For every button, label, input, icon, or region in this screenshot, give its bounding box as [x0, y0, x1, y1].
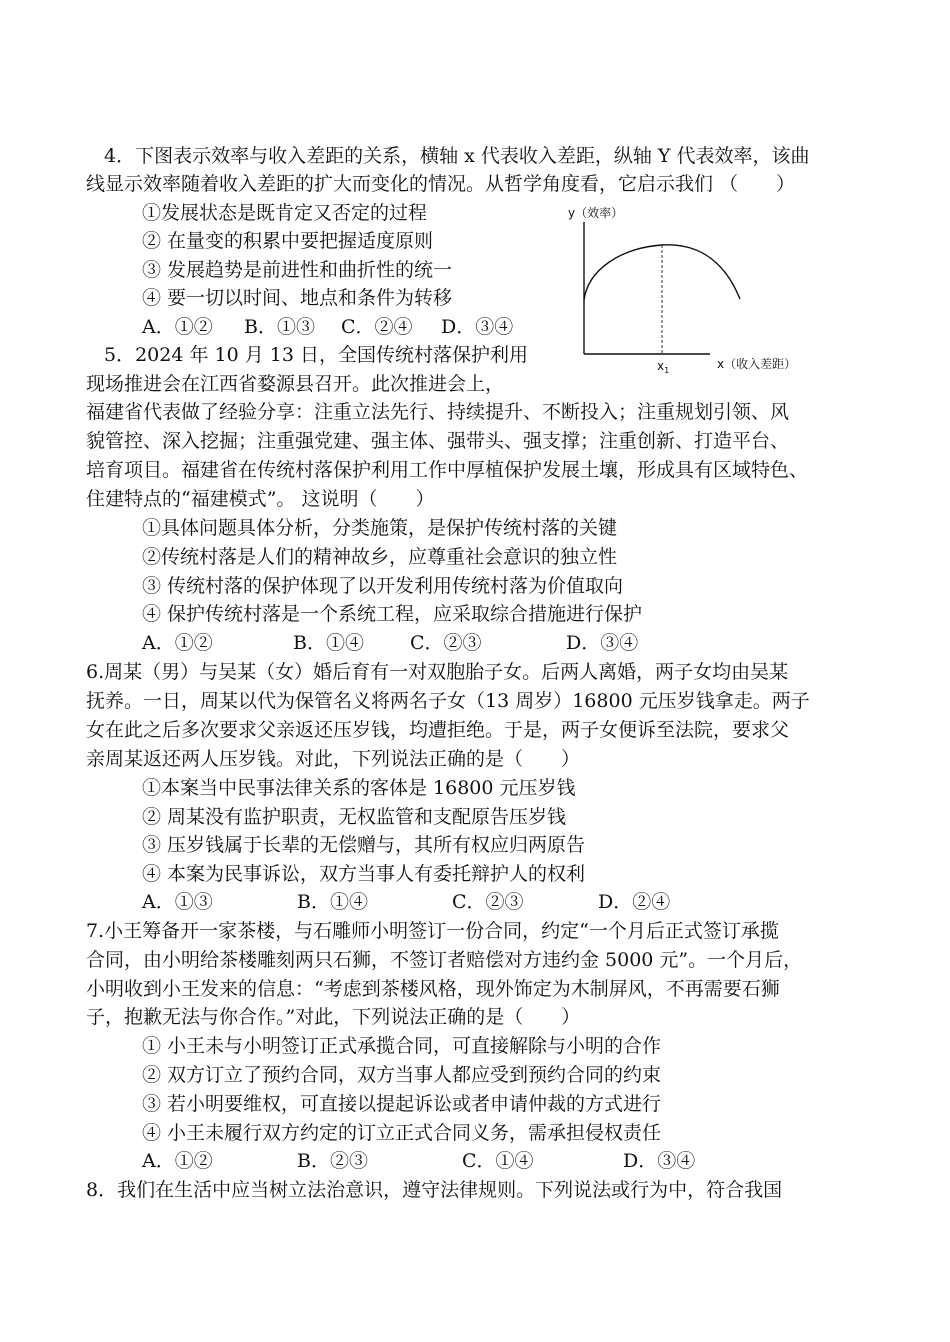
- q6-choice-c: C．②③: [452, 891, 524, 913]
- q8-line-1: 8．我们在生活中应当树立法治意识，遵守法律规则。下列说法或行为中，符合我国: [86, 1179, 783, 1201]
- q5-line-4: 貌管控、深入挖掘；注重强党建、强主体、强带头、强支撑；注重创新、打造平台、: [86, 430, 790, 452]
- q4-choice-d: D．③④: [441, 316, 514, 338]
- q5-option-3: ③ 传统村落的保护体现了以开发利用传统村落为价值取向: [142, 575, 624, 597]
- q7-line-2: 合同，由小明给茶楼雕刻两只石狮，不签订者赔偿对方违约金 5000 元”。一个月后，: [86, 949, 803, 971]
- q7-choice-a: A．①②: [142, 1150, 213, 1172]
- q7-choice-b: B．②③: [297, 1150, 368, 1172]
- q4-option-2: ② 在量变的积累中要把握适度原则: [142, 230, 434, 252]
- q7-option-1: ① 小王未与小明签订正式承揽合同，可直接解除与小明的合作: [142, 1035, 662, 1057]
- q6-option-1: ①本案当中民事法律关系的客体是 16800 元压岁钱: [142, 777, 576, 799]
- q6-option-2: ② 周某没有监护职责，无权监管和支配原告压岁钱: [142, 806, 567, 828]
- q5-line-6: 住建特点的“福建模式”。 这说明（ ）: [86, 488, 435, 510]
- q7-choice-c: C．①④: [462, 1150, 534, 1172]
- q6-option-4: ④ 本案为民事诉讼，双方当事人有委托辩护人的权利: [142, 863, 586, 885]
- graph-y-label: y（效率）: [568, 206, 624, 220]
- q5-choice-d: D．③④: [566, 632, 639, 654]
- q7-option-4: ④ 小王未履行双方约定的订立正式合同义务，需承担侵权责任: [142, 1122, 662, 1144]
- q5-option-2: ②传统村落是人们的精神故乡，应尊重社会意识的独立性: [142, 546, 618, 568]
- graph-x1-subscript: 1: [664, 366, 670, 375]
- q6-line-1: 6.周某（男）与吴某（女）婚后育有一对双胞胎子女。后两人离婚，两子女均由吴某: [86, 661, 789, 683]
- q5-line-1: 5．2024 年 10 月 13 日，全国传统村落保护利用: [104, 344, 528, 366]
- q5-line-2: 现场推进会在江西省婺源县召开。此次推进会上，: [86, 373, 505, 395]
- graph-x-label: x（收入差距）: [717, 357, 797, 371]
- q4-choice-b: B．①③: [244, 316, 315, 338]
- q7-line-3: 小明收到小王发来的信息：“考虑到茶楼风格，现外饰定为木制屏风，不再需要石狮: [86, 978, 780, 1000]
- q7-line-4: 子，抱歉无法与你合作。”对此，下列说法正确的是（ ）: [86, 1006, 581, 1028]
- q4-choice-c: C．②④: [341, 316, 413, 338]
- q6-choice-a: A．①③: [142, 891, 213, 913]
- q4-option-1: ①发展状态是既肯定又否定的过程: [142, 202, 428, 224]
- q4-option-4: ④ 要一切以时间、地点和条件为转移: [142, 287, 453, 309]
- graph-x1-label: $x_1$: [657, 359, 670, 375]
- q7-choice-d: D．③④: [623, 1150, 696, 1172]
- q6-line-4: 亲周某返还两人压岁钱。对此，下列说法正确的是（ ）: [86, 748, 581, 770]
- q6-line-2: 抚养。一日，周某以代为保管名义将两名子女（13 周岁）16800 元压岁钱拿走。两子: [86, 690, 810, 712]
- q5-choice-c: C．②③: [410, 632, 482, 654]
- q5-option-4: ④ 保护传统村落是一个系统工程，应采取综合措施进行保护: [142, 603, 643, 625]
- q4-choice-a: A．①②: [142, 316, 213, 338]
- q7-line-1: 7.小王筹备开一家茶楼，与石雕师小明签订一份合同，约定“一个月后正式签订承揽: [86, 920, 779, 942]
- q6-choice-b: B．①④: [297, 891, 368, 913]
- q6-choice-d: D．②④: [598, 891, 671, 913]
- q4-line-2: 线显示效率随着收入差距的扩大而变化的情况。从哲学角度看，它启示我们 （ ）: [86, 173, 796, 195]
- q7-option-2: ② 双方订立了预约合同，双方当事人都应受到预约合同的约束: [142, 1064, 662, 1086]
- q7-option-3: ③ 若小明要维权，可直接以提起诉讼或者申请仲裁的方式进行: [142, 1093, 662, 1115]
- q5-line-3: 福建省代表做了经验分享：注重立法先行、持续提升、不断投入；注重规划引领、风: [86, 401, 790, 423]
- q5-choice-a: A．①②: [142, 632, 213, 654]
- q4-option-3: ③ 发展趋势是前进性和曲折性的统一: [142, 259, 453, 281]
- q6-line-3: 女在此之后多次要求父亲返还压岁钱，均遭拒绝。于是，两子女便诉至法院，要求父: [86, 719, 790, 741]
- q5-option-1: ①具体问题具体分析，分类施策，是保护传统村落的关键: [142, 517, 618, 539]
- q5-line-5: 培育项目。福建省在传统村落保护利用工作中厚植保护发展土壤，形成具有区域特色、: [86, 459, 809, 481]
- q6-option-3: ③ 压岁钱属于长辈的无偿赠与，其所有权应归两原告: [142, 834, 586, 856]
- q4-line-1: 4．下图表示效率与收入差距的关系，横轴 x 代表收入差距，纵轴 Y 代表效率，该曲: [104, 145, 810, 167]
- efficiency-income-graph: [560, 200, 820, 380]
- q5-choice-b: B．①④: [293, 632, 364, 654]
